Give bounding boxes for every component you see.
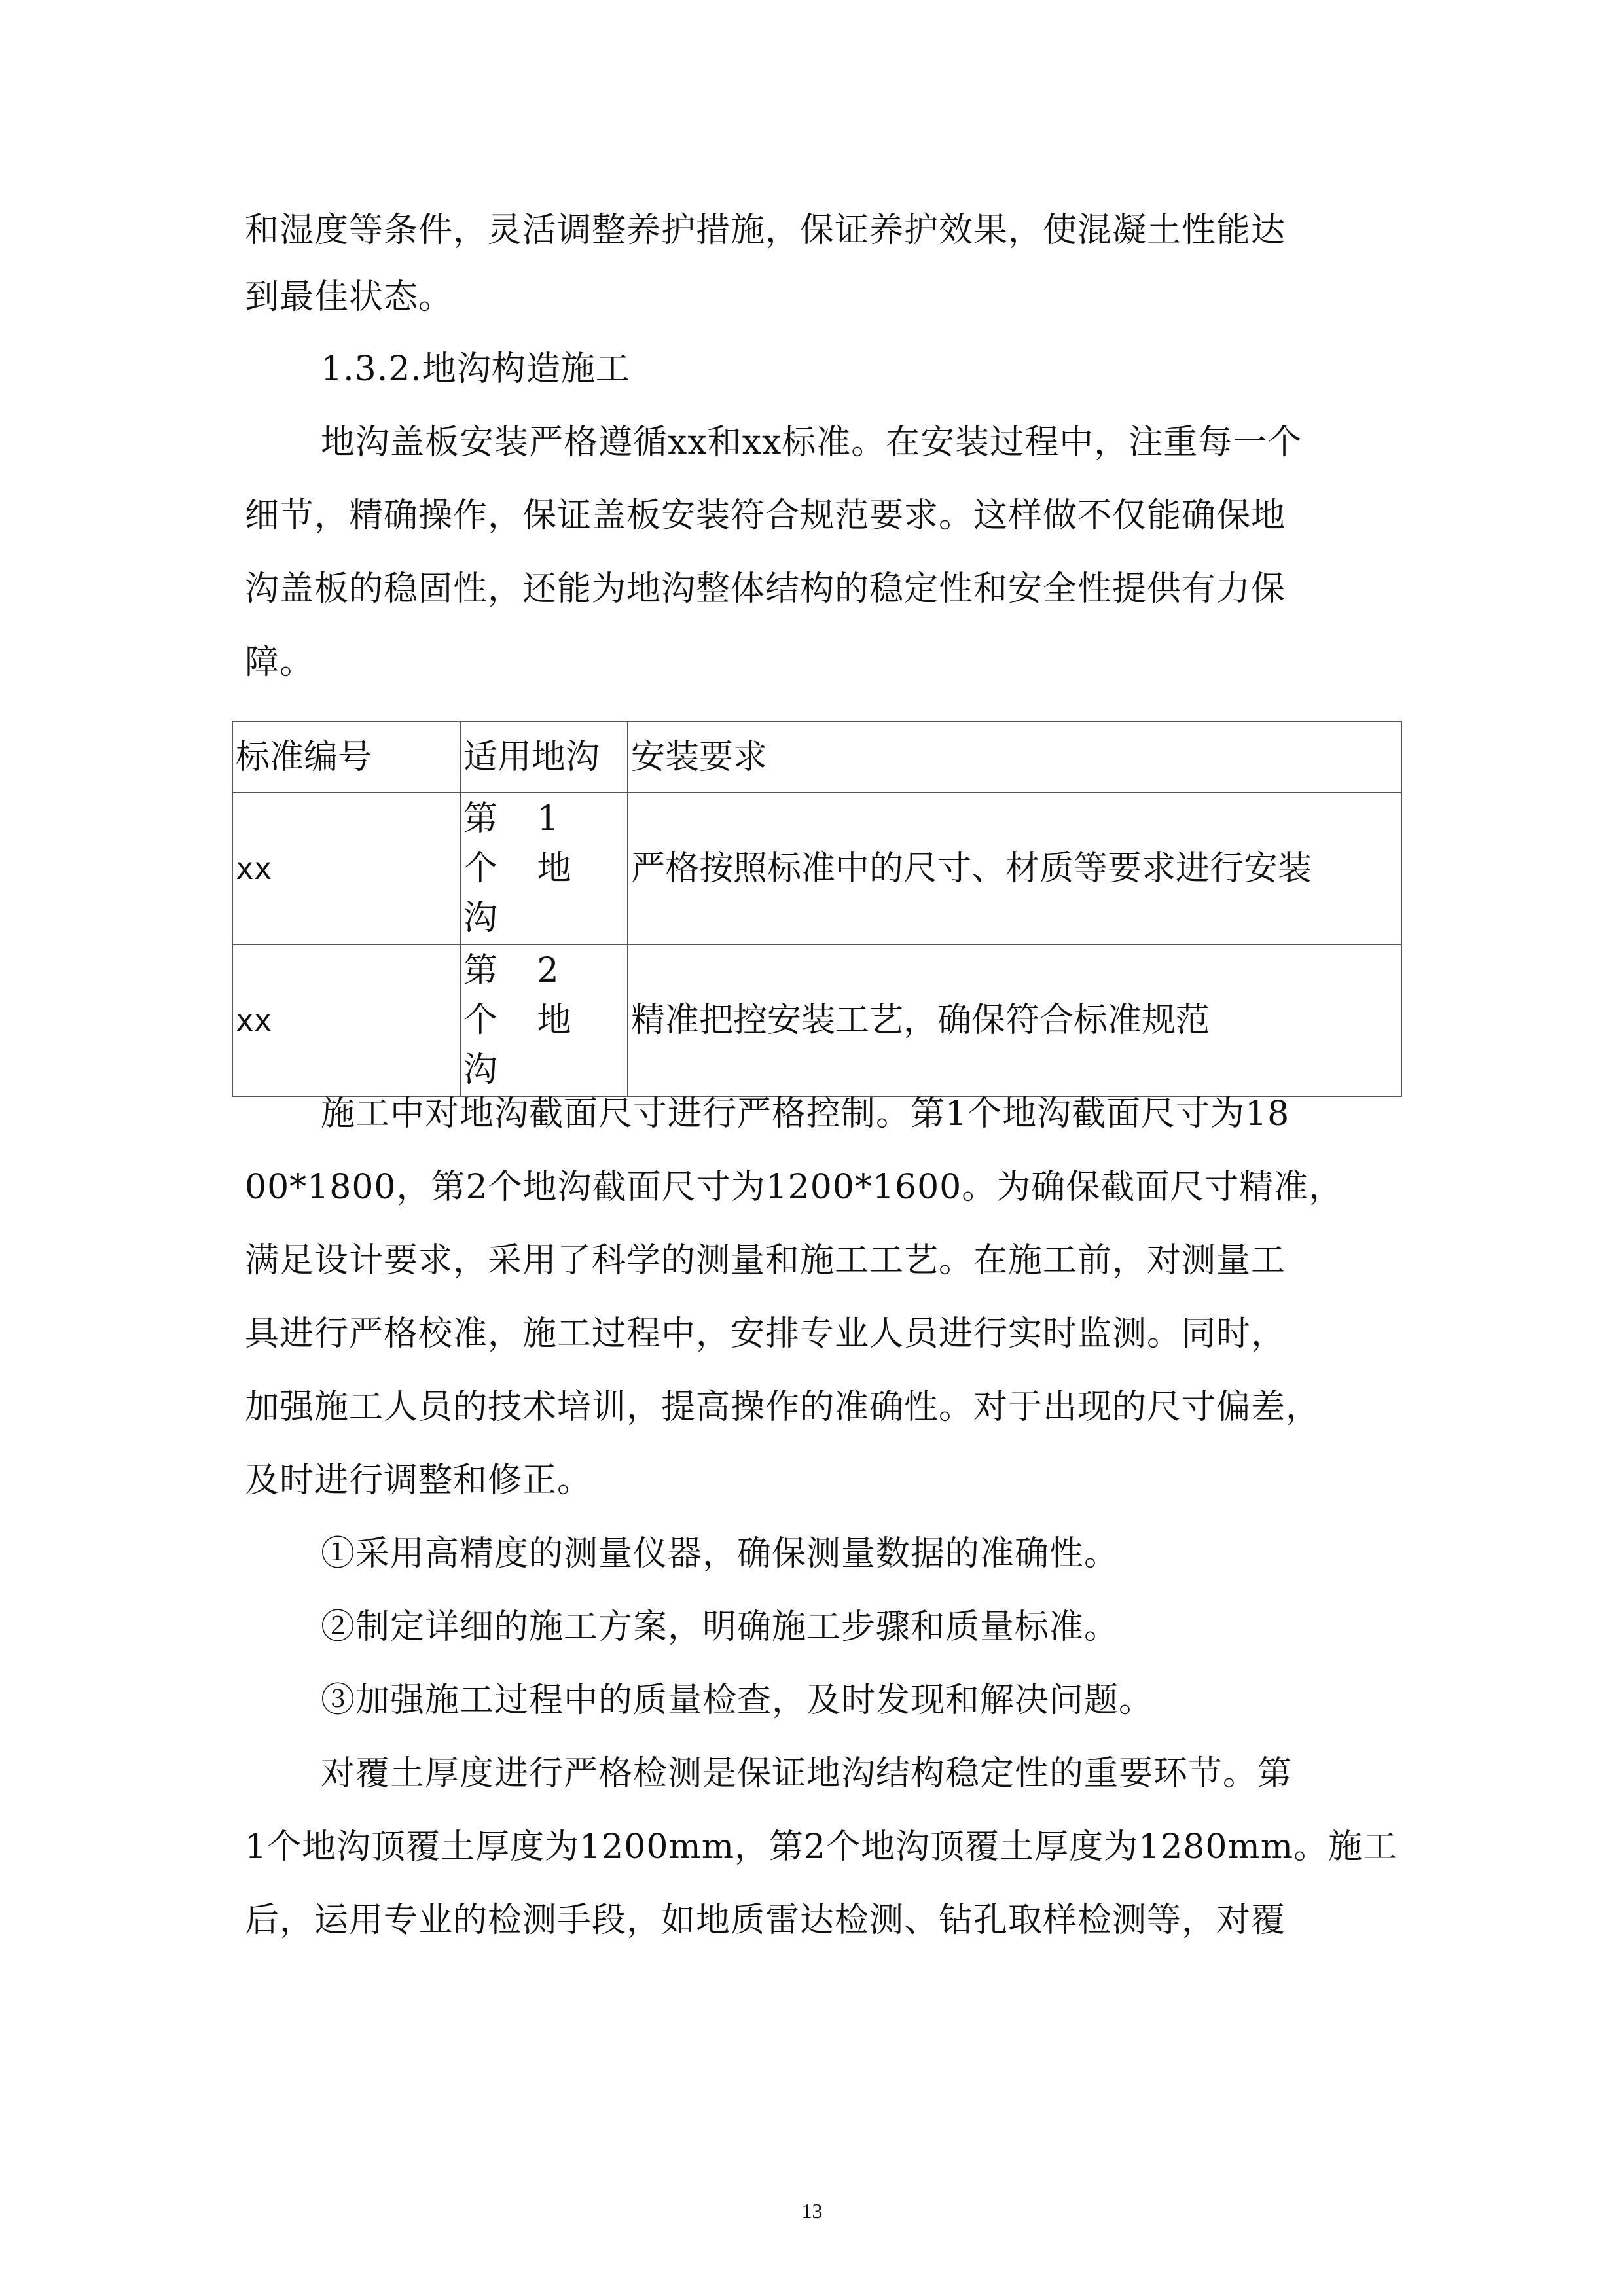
table-header-cell: 标准编号 [232,721,460,793]
standards-table [232,721,1402,1097]
table-header-cell: 适用地沟 [460,721,628,793]
table-cell-trench [460,793,628,944]
trench-label-part: 沟 [463,899,513,938]
paragraph-line: 到最佳状态。 [245,278,454,317]
table-cell-code: xx [232,793,460,944]
table-cell-trench [460,944,628,1096]
paragraph-line: 障。 [245,643,315,682]
table-row [232,793,1401,944]
paragraph-line: 和湿度等条件，灵活调整养护措施，保证养护效果，使混凝土性能达 [245,211,1286,250]
trench-label-part: 第 1 个 地 [463,799,586,888]
paragraph-line: 施工中对地沟截面尺寸进行严格控制。第1个地沟截面尺寸为18 [321,1094,1290,1134]
paragraph-line: 00*1800，第2个地沟截面尺寸为1200*1600。为确保截面尺寸精准， [245,1168,1344,1207]
paragraph-line: 加强施工人员的技术培训，提高操作的准确性。对于出现的尺寸偏差， [245,1388,1321,1427]
table-cell-code: xx [232,944,460,1096]
table-header-row [232,721,1401,793]
list-item: ②制定详细的施工方案，明确施工步骤和质量标准。 [321,1607,1119,1647]
page-number: 13 [801,2199,823,2223]
paragraph-line: 对覆土厚度进行严格检测是保证地沟结构稳定性的重要环节。第 [321,1754,1293,1793]
trench-label-part: 第 2 个 地 [463,951,586,1040]
paragraph-line: 具进行严格校准，施工过程中，安排专业人员进行实时监测。同时， [245,1314,1286,1354]
list-item: ③加强施工过程中的质量检查，及时发现和解决问题。 [321,1681,1154,1720]
paragraph-line: 地沟盖板安装严格遵循xx和xx标准。在安装过程中，注重每一个 [321,423,1303,462]
table-header-cell: 安装要求 [628,721,1401,793]
table-cell-requirement: 精准把控安装工艺，确保符合标准规范 [628,944,1401,1096]
table-row [232,944,1401,1096]
paragraph-line: 1个地沟顶覆土厚度为1200mm，第2个地沟顶覆土厚度为1280mm。施工 [245,1827,1398,1867]
paragraph-line: 满足设计要求，采用了科学的测量和施工工艺。在施工前，对测量工 [245,1241,1286,1280]
paragraph-line: 后，运用专业的检测手段，如地质雷达检测、钻孔取样检测等，对覆 [245,1901,1286,1940]
section-heading: 1.3.2.地沟构造施工 [321,350,630,389]
list-item: ①采用高精度的测量仪器，确保测量数据的准确性。 [321,1534,1119,1573]
trench-label-part: 沟 [463,1050,513,1090]
paragraph-line: 沟盖板的稳固性，还能为地沟整体结构的稳定性和安全性提供有力保 [245,569,1286,609]
paragraph-line: 细节，精确操作，保证盖板安装符合规范要求。这样做不仅能确保地 [245,496,1286,535]
table-cell-requirement: 严格按照标准中的尺寸、材质等要求进行安装 [628,793,1401,944]
paragraph-line: 及时进行调整和修正。 [245,1461,592,1500]
